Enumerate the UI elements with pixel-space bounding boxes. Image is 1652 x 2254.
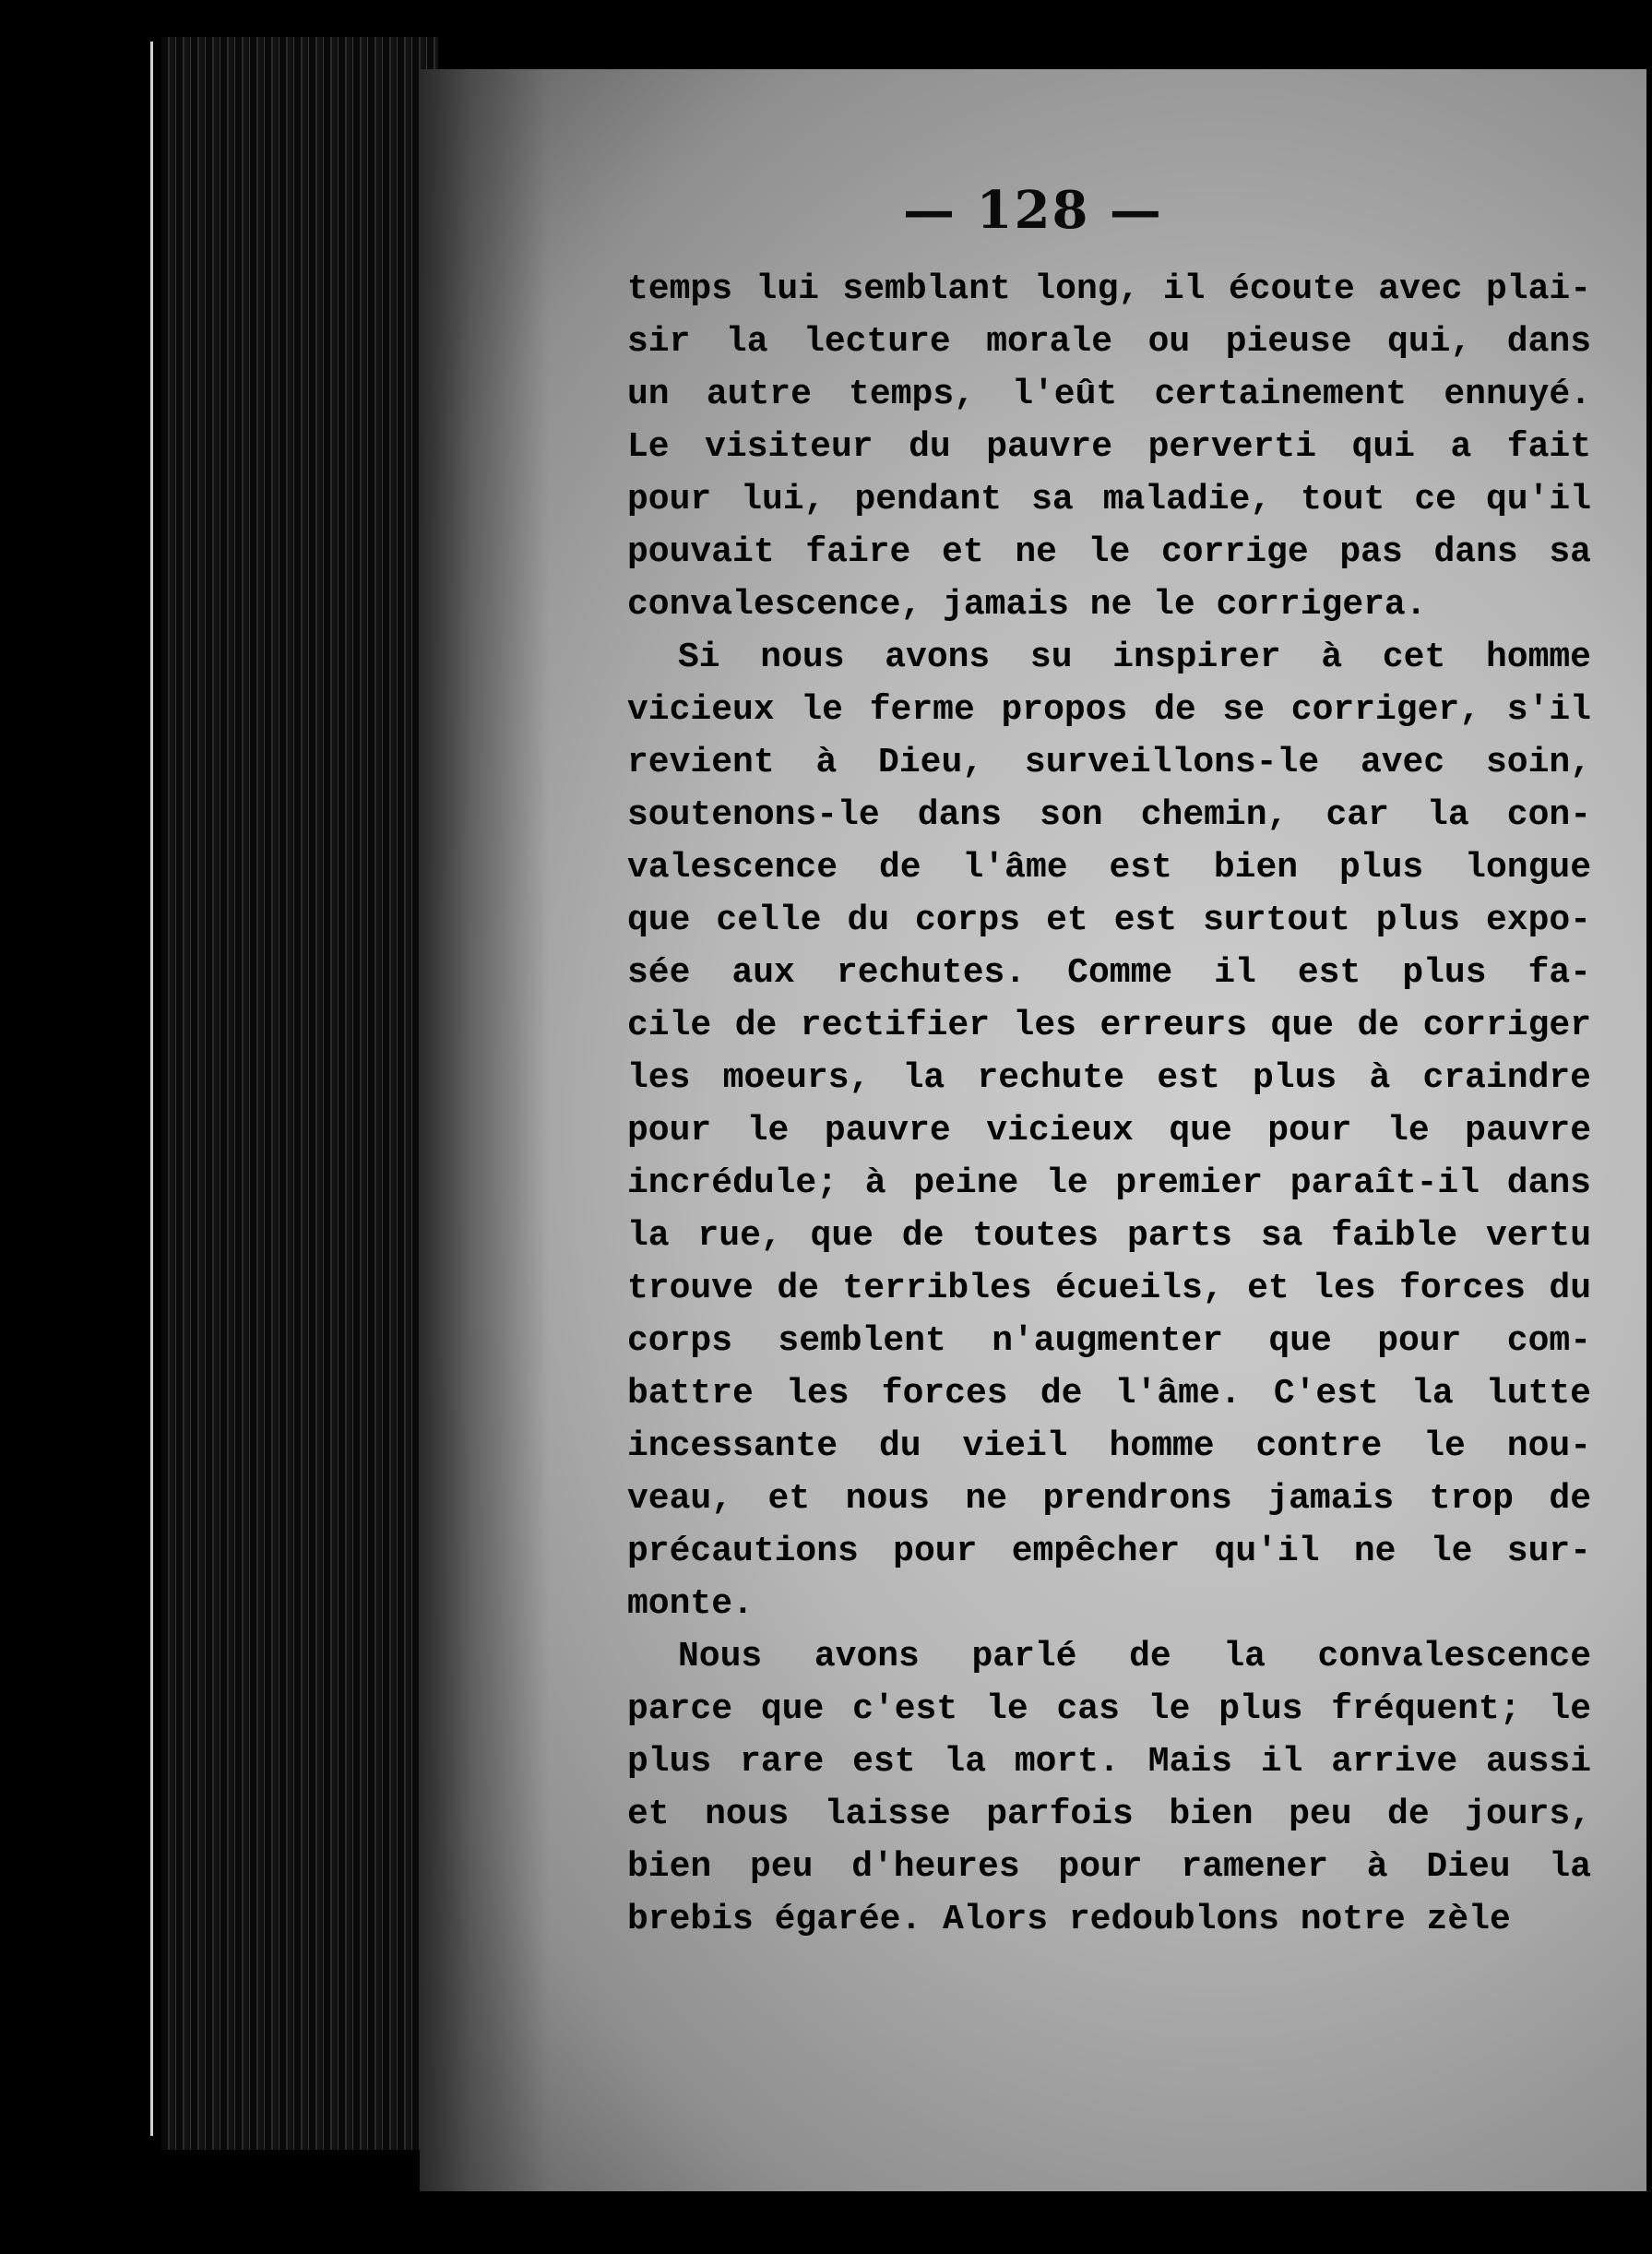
text-line: convalescence, jamais ne le corrigera.: [627, 585, 1427, 625]
text-line: la rue, que de toutes parts sa faible vertu: [627, 1216, 1591, 1256]
text-line: sée aux rechutes. Comme il est plus fa-: [627, 953, 1591, 993]
text-line: Si nous avons su inspirer à cet homme: [678, 638, 1591, 677]
text-line: Nous avons parlé de la convalescence: [678, 1637, 1591, 1676]
text-line: pouvait faire et ne le corrige pas dans sa: [627, 532, 1591, 572]
book-edge-highlight: [150, 42, 153, 2136]
text-line: parce que c'est le cas le plus fréquent; le: [627, 1689, 1591, 1729]
paragraph: [627, 1630, 1591, 1946]
text-line: temps lui semblant long, il écoute avec plai-: [627, 269, 1591, 309]
text-line: vicieux le ferme propos de se corriger, s'il: [627, 690, 1591, 730]
text-line: bien peu d'heures pour ramener à Dieu la: [627, 1847, 1591, 1887]
text-line: cile de rectifier les erreurs que de corriger: [627, 1006, 1591, 1045]
text-line: un autre temps, l'eût certainement ennuyé.: [627, 375, 1591, 414]
text-line: plus rare est la mort. Mais il arrive aussi: [627, 1742, 1591, 1782]
text-line: pour le pauvre vicieux que pour le pauvre: [627, 1111, 1591, 1151]
text-line: revient à Dieu, surveillons-le avec soin,: [627, 743, 1591, 782]
text-line: incessante du vieil homme contre le nou-: [627, 1426, 1591, 1466]
book-page-edges: [161, 37, 438, 2150]
text-line: sir la lecture morale ou pieuse qui, dans: [627, 322, 1591, 362]
text-line: et nous laisse parfois bien peu de jours,: [627, 1795, 1591, 1834]
text-line: incrédule; à peine le premier paraît-il dans: [627, 1163, 1591, 1203]
paragraph: [627, 631, 1591, 1630]
text-line: corps semblent n'augmenter que pour com-: [627, 1321, 1591, 1361]
page-paper: [420, 69, 1646, 2191]
text-line: Le visiteur du pauvre perverti qui a fait: [627, 427, 1591, 467]
body-text: [627, 263, 1591, 1946]
text-line: monte.: [627, 1584, 754, 1624]
text-line: brebis égarée. Alors redoublons notre zèle: [627, 1900, 1511, 1939]
text-line: valescence de l'âme est bien plus longue: [627, 848, 1591, 888]
text-line: soutenons-le dans son chemin, car la con-: [627, 795, 1591, 835]
text-line: que celle du corps et est surtout plus expo-: [627, 900, 1591, 940]
text-line: les moeurs, la rechute est plus à craindre: [627, 1058, 1591, 1098]
paragraph: [627, 263, 1591, 631]
text-line: pour lui, pendant sa maladie, tout ce qu'il: [627, 480, 1591, 519]
text-line: veau, et nous ne prendrons jamais trop de: [627, 1479, 1591, 1519]
text-line: trouve de terribles écueils, et les forces du: [627, 1269, 1591, 1308]
text-line: précautions pour empêcher qu'il ne le sur-: [627, 1532, 1591, 1571]
page-number: — 128 —: [903, 180, 1163, 241]
text-line: battre les forces de l'âme. C'est la lutte: [627, 1374, 1591, 1413]
